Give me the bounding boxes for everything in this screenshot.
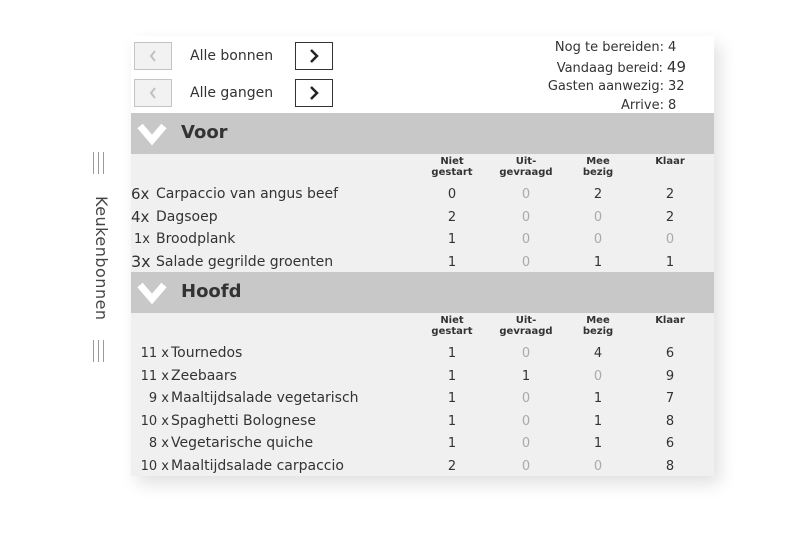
count-niet-gestart: 1 [447,436,457,451]
dish-name: Maaltijdsalade vegetarisch [171,390,359,406]
count-klaar: 1 [665,254,675,270]
count-mee-bezig: 0 [593,368,603,384]
col-uitgevraagd: Uit- gevraagd [499,315,553,337]
stat-arrive: Arrive: 8 [620,97,677,113]
col-niet-gestart: Niet gestart [431,156,473,178]
count-niet-gestart: 1 [447,391,457,406]
dish-quantity: 10 x [140,413,169,429]
next-gang-button[interactable] [295,79,333,107]
count-klaar: 6 [665,436,675,451]
dish-name: Zeebaars [171,367,237,384]
dish-name: Spaghetti Bolognese [171,412,316,429]
dish-row[interactable] [131,206,714,229]
side-tab-keukenbonnen[interactable] [84,150,114,370]
prev-bon-button[interactable] [134,42,172,70]
course-section-voor [131,113,714,272]
col-mee-bezig: Mee bezig [582,315,614,337]
count-klaar: 0 [665,232,675,247]
column-headers [131,313,714,342]
dish-quantity: 10 x [140,458,169,474]
count-mee-bezig: 1 [593,254,603,270]
col-niet-gestart: Niet gestart [431,315,473,337]
dish-quantity: 9 x [148,391,169,406]
count-klaar: 2 [665,187,675,202]
prev-gang-button[interactable] [134,79,172,107]
count-uitgevraagd: 0 [521,458,531,474]
kitchen-panel [131,36,714,476]
count-niet-gestart: 1 [447,368,457,384]
dish-quantity: 3x [131,251,151,271]
count-klaar: 8 [665,413,675,429]
dish-row[interactable] [131,228,714,251]
chevron-left-icon [149,87,157,99]
dish-name: Maaltijdsalade carpaccio [171,457,344,474]
col-klaar: Klaar [655,315,685,326]
dish-name: Broodplank [156,231,236,247]
count-uitgevraagd: 0 [521,209,531,225]
count-mee-bezig: 1 [593,391,603,406]
count-niet-gestart: 2 [447,458,457,474]
dish-quantity: 1x [134,232,150,247]
count-mee-bezig: 0 [593,458,603,474]
dish-name: Dagsoep [156,208,218,225]
section-header-hoofd[interactable] [131,272,714,313]
section-title: Voor [181,122,228,143]
col-klaar: Klaar [655,156,685,167]
dish-row[interactable] [131,342,714,365]
dish-row[interactable] [131,183,714,206]
dish-quantity: 11 x [140,346,169,361]
count-uitgevraagd: 1 [521,368,531,384]
count-uitgevraagd: 0 [521,391,531,406]
count-niet-gestart: 1 [447,413,457,429]
chevron-down-icon[interactable] [135,279,169,307]
count-uitgevraagd: 0 [521,436,531,451]
count-mee-bezig: 1 [593,413,603,429]
dish-quantity: 11 x [140,368,169,384]
dish-name: Salade gegrilde groenten [156,253,334,270]
nav-gangen-label: Alle gangen [190,85,274,101]
dish-name: Vegetarische quiche [171,435,314,451]
count-klaar: 2 [665,209,675,225]
chevron-left-icon [149,50,157,62]
dish-quantity: 8 x [148,436,169,451]
count-uitgevraagd: 0 [521,232,531,247]
dish-name: Tournedos [171,345,243,361]
count-uitgevraagd: 0 [521,254,531,270]
chevron-down-icon[interactable] [135,120,169,148]
count-klaar: 7 [665,391,675,406]
count-uitgevraagd: 0 [521,346,531,361]
dish-quantity: 6x [131,185,150,203]
dish-row[interactable] [131,410,714,433]
col-uitgevraagd: Uit- gevraagd [499,156,553,178]
dish-quantity: 4x [131,207,150,226]
dish-row[interactable] [131,251,714,274]
section-header-voor[interactable] [131,113,714,154]
section-title: Hoofd [181,281,242,302]
stats-summary [548,39,686,115]
count-mee-bezig: 4 [593,346,603,361]
count-niet-gestart: 1 [447,232,457,247]
count-mee-bezig: 0 [593,232,603,247]
drag-handle-icon[interactable] [93,152,105,174]
nav-bonnen-label: Alle bonnen [190,48,274,64]
chevron-right-icon [309,86,319,100]
stat-vandaag-bereid: Vandaag bereid: 49 [556,57,686,76]
dish-row[interactable] [131,365,714,388]
dish-name: Carpaccio van angus beef [156,186,339,202]
stat-nog-te-bereiden: Nog te bereiden: 4 [554,40,677,55]
dish-row[interactable] [131,432,714,455]
count-niet-gestart: 1 [447,254,457,270]
count-mee-bezig: 1 [593,436,603,451]
course-section-hoofd [131,272,714,476]
dish-row[interactable] [131,455,714,478]
side-tab-label: Keukenbonnen [92,195,111,321]
count-uitgevraagd: 0 [521,413,531,429]
column-headers [131,154,714,183]
count-niet-gestart: 0 [447,187,457,202]
count-mee-bezig: 0 [593,209,603,225]
next-bon-button[interactable] [295,42,333,70]
stat-gasten-aanwezig: Gasten aanwezig: 32 [547,79,685,94]
count-niet-gestart: 2 [447,209,457,225]
count-uitgevraagd: 0 [521,187,531,202]
count-klaar: 9 [665,368,675,384]
count-mee-bezig: 2 [593,187,603,202]
count-niet-gestart: 1 [447,346,457,361]
drag-handle-icon[interactable] [93,340,105,362]
count-klaar: 8 [665,458,675,474]
chevron-right-icon [309,49,319,63]
col-mee-bezig: Mee bezig [582,156,614,178]
count-klaar: 6 [665,346,675,361]
dish-row[interactable] [131,387,714,410]
